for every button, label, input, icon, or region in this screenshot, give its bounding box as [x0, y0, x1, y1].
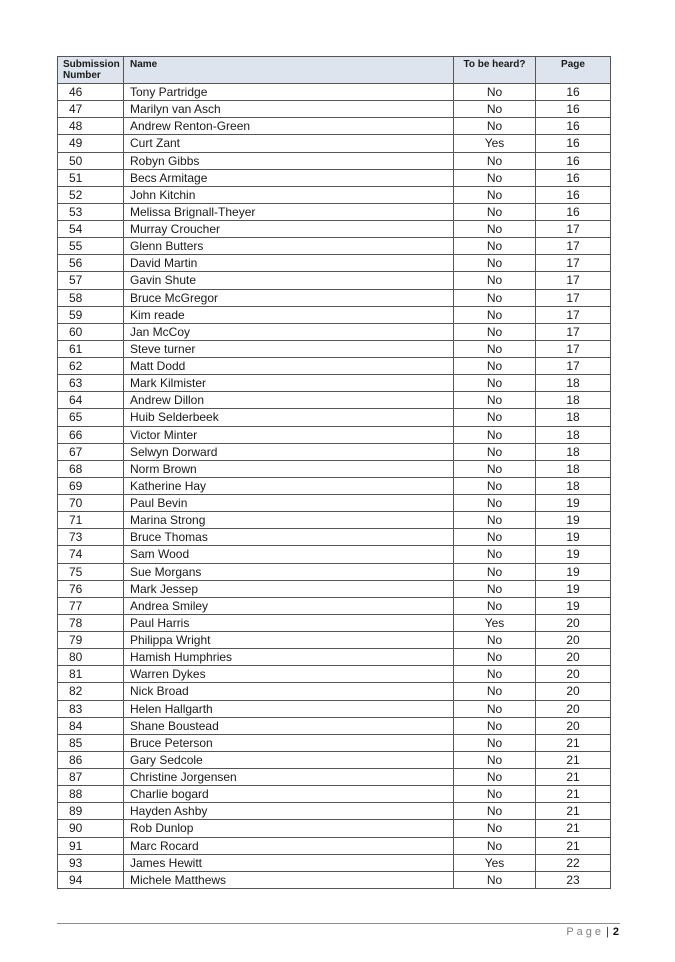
submitter-name-cell: Paul Bevin [124, 495, 454, 512]
page-cell: 17 [536, 255, 611, 272]
submission-number-cell: 60 [58, 323, 124, 340]
submissions-table [57, 56, 611, 889]
to-be-heard-cell: No [454, 477, 536, 494]
to-be-heard-cell: No [454, 289, 536, 306]
to-be-heard-cell: No [454, 734, 536, 751]
submitter-name-cell: Nick Broad [124, 683, 454, 700]
submission-number-cell: 66 [58, 426, 124, 443]
page-cell: 17 [536, 306, 611, 323]
to-be-heard-cell: No [454, 272, 536, 289]
page-cell: 19 [536, 495, 611, 512]
submission-number-cell: 85 [58, 734, 124, 751]
footer-page-number: 2 [612, 926, 619, 938]
table-row [58, 323, 611, 340]
to-be-heard-cell: No [454, 375, 536, 392]
to-be-heard-cell: Yes [454, 135, 536, 152]
to-be-heard-cell: No [454, 580, 536, 597]
submission-number-cell: 51 [58, 169, 124, 186]
page-cell: 18 [536, 477, 611, 494]
page-cell: 20 [536, 700, 611, 717]
page-cell: 18 [536, 409, 611, 426]
to-be-heard-cell: No [454, 340, 536, 357]
page-cell: 19 [536, 529, 611, 546]
submitter-name-cell: Paul Harris [124, 614, 454, 631]
page-cell: 16 [536, 186, 611, 203]
submitter-name-cell: Victor Minter [124, 426, 454, 443]
to-be-heard-cell: No [454, 221, 536, 238]
submitter-name-cell: Philippa Wright [124, 632, 454, 649]
submitter-name-cell: Sue Morgans [124, 563, 454, 580]
submission-number-cell: 79 [58, 632, 124, 649]
table-row [58, 289, 611, 306]
page-cell: 21 [536, 820, 611, 837]
submitter-name-cell: Murray Croucher [124, 221, 454, 238]
submission-number-cell: 70 [58, 495, 124, 512]
page-cell: 16 [536, 203, 611, 220]
to-be-heard-cell: No [454, 323, 536, 340]
submitter-name-cell: Bruce Thomas [124, 529, 454, 546]
to-be-heard-cell: No [454, 751, 536, 768]
to-be-heard-cell: No [454, 392, 536, 409]
page-cell: 21 [536, 837, 611, 854]
to-be-heard-cell: No [454, 460, 536, 477]
table-row [58, 306, 611, 323]
to-be-heard-cell: No [454, 306, 536, 323]
table-row [58, 426, 611, 443]
to-be-heard-cell: Yes [454, 614, 536, 631]
submission-number-cell: 90 [58, 820, 124, 837]
table-row [58, 563, 611, 580]
submission-number-cell: 77 [58, 597, 124, 614]
submitter-name-cell: Warren Dykes [124, 666, 454, 683]
submission-number-cell: 68 [58, 460, 124, 477]
submitter-name-cell: David Martin [124, 255, 454, 272]
page-cell: 20 [536, 683, 611, 700]
header-name: Name [124, 57, 454, 84]
submitter-name-cell: Robyn Gibbs [124, 152, 454, 169]
submitter-name-cell: Gary Sedcole [124, 751, 454, 768]
table-row [58, 820, 611, 837]
submitter-name-cell: John Kitchin [124, 186, 454, 203]
submitter-name-cell: Helen Hallgarth [124, 700, 454, 717]
table-row [58, 854, 611, 871]
table-row [58, 580, 611, 597]
table-row [58, 443, 611, 460]
submitter-name-cell: Mark Jessep [124, 580, 454, 597]
to-be-heard-cell: No [454, 563, 536, 580]
submitter-name-cell: Marilyn van Asch [124, 101, 454, 118]
table-row [58, 221, 611, 238]
submitter-name-cell: Charlie bogard [124, 786, 454, 803]
submission-number-cell: 56 [58, 255, 124, 272]
table-row [58, 375, 611, 392]
footer-divider [57, 923, 620, 924]
to-be-heard-cell: No [454, 717, 536, 734]
submitter-name-cell: Christine Jorgensen [124, 769, 454, 786]
to-be-heard-cell: No [454, 666, 536, 683]
page-cell: 16 [536, 169, 611, 186]
to-be-heard-cell: No [454, 238, 536, 255]
page-cell: 16 [536, 135, 611, 152]
table-row [58, 272, 611, 289]
submission-number-cell: 89 [58, 803, 124, 820]
page-cell: 17 [536, 221, 611, 238]
page-cell: 16 [536, 101, 611, 118]
to-be-heard-cell: No [454, 683, 536, 700]
page-cell: 21 [536, 769, 611, 786]
submitter-name-cell: Hayden Ashby [124, 803, 454, 820]
submission-number-cell: 61 [58, 340, 124, 357]
to-be-heard-cell: No [454, 152, 536, 169]
page-cell: 20 [536, 632, 611, 649]
submission-number-cell: 75 [58, 563, 124, 580]
table-row [58, 118, 611, 135]
to-be-heard-cell: No [454, 597, 536, 614]
table-row [58, 734, 611, 751]
to-be-heard-cell: No [454, 871, 536, 888]
submitter-name-cell: Glenn Butters [124, 238, 454, 255]
submitter-name-cell: Gavin Shute [124, 272, 454, 289]
to-be-heard-cell: No [454, 632, 536, 649]
page-cell: 16 [536, 152, 611, 169]
submission-number-cell: 48 [58, 118, 124, 135]
page-cell: 19 [536, 546, 611, 563]
page-cell: 19 [536, 580, 611, 597]
table-row [58, 460, 611, 477]
table-row [58, 700, 611, 717]
submitter-name-cell: Huib Selderbeek [124, 409, 454, 426]
submission-number-cell: 91 [58, 837, 124, 854]
submission-number-cell: 62 [58, 358, 124, 375]
submission-number-cell: 47 [58, 101, 124, 118]
to-be-heard-cell: No [454, 84, 536, 101]
to-be-heard-cell: No [454, 700, 536, 717]
table-row [58, 512, 611, 529]
submission-number-cell: 82 [58, 683, 124, 700]
submission-number-cell: 88 [58, 786, 124, 803]
page-cell: 21 [536, 751, 611, 768]
table-header-row [58, 57, 611, 84]
submitter-name-cell: Bruce Peterson [124, 734, 454, 751]
submitter-name-cell: Andrew Dillon [124, 392, 454, 409]
page-cell: 17 [536, 238, 611, 255]
submission-number-cell: 57 [58, 272, 124, 289]
submitter-name-cell: Norm Brown [124, 460, 454, 477]
page-cell: 17 [536, 358, 611, 375]
submitter-name-cell: Andrew Renton-Green [124, 118, 454, 135]
submission-number-cell: 50 [58, 152, 124, 169]
page-cell: 20 [536, 666, 611, 683]
to-be-heard-cell: No [454, 203, 536, 220]
table-row [58, 186, 611, 203]
to-be-heard-cell: Yes [454, 854, 536, 871]
submission-number-cell: 54 [58, 221, 124, 238]
submission-number-cell: 87 [58, 769, 124, 786]
to-be-heard-cell: No [454, 358, 536, 375]
page-cell: 19 [536, 597, 611, 614]
table-row [58, 392, 611, 409]
page-cell: 21 [536, 786, 611, 803]
submission-number-cell: 78 [58, 614, 124, 631]
submitter-name-cell: Curt Zant [124, 135, 454, 152]
table-row [58, 238, 611, 255]
submission-number-cell: 93 [58, 854, 124, 871]
footer-page-label: Page [566, 926, 605, 938]
to-be-heard-cell: No [454, 820, 536, 837]
submitter-name-cell: Rob Dunlop [124, 820, 454, 837]
table-body [58, 84, 611, 889]
header-submission-number-label: Submission Number [63, 59, 120, 81]
to-be-heard-cell: No [454, 443, 536, 460]
table-row [58, 546, 611, 563]
submission-number-cell: 58 [58, 289, 124, 306]
page-cell: 21 [536, 734, 611, 751]
submission-number-cell: 73 [58, 529, 124, 546]
submission-number-cell: 81 [58, 666, 124, 683]
table-row [58, 649, 611, 666]
to-be-heard-cell: No [454, 495, 536, 512]
table-row [58, 751, 611, 768]
submitter-name-cell: James Hewitt [124, 854, 454, 871]
submission-number-cell: 80 [58, 649, 124, 666]
table-row [58, 495, 611, 512]
submitter-name-cell: Becs Armitage [124, 169, 454, 186]
submission-number-cell: 64 [58, 392, 124, 409]
page-cell: 18 [536, 460, 611, 477]
to-be-heard-cell: No [454, 769, 536, 786]
footer-separator: | [606, 926, 609, 938]
page-cell: 17 [536, 340, 611, 357]
to-be-heard-cell: No [454, 803, 536, 820]
to-be-heard-cell: No [454, 529, 536, 546]
to-be-heard-cell: No [454, 649, 536, 666]
page-cell: 20 [536, 717, 611, 734]
submitter-name-cell: Matt Dodd [124, 358, 454, 375]
header-submission-number [58, 57, 124, 84]
submitter-name-cell: Marina Strong [124, 512, 454, 529]
table-row [58, 769, 611, 786]
header-to-be-heard: To be heard? [454, 57, 536, 84]
submission-number-cell: 49 [58, 135, 124, 152]
table-row [58, 803, 611, 820]
table-row [58, 358, 611, 375]
submitter-name-cell: Bruce McGregor [124, 289, 454, 306]
submitter-name-cell: Andrea Smiley [124, 597, 454, 614]
to-be-heard-cell: No [454, 546, 536, 563]
table-row [58, 529, 611, 546]
submission-number-cell: 53 [58, 203, 124, 220]
submitter-name-cell: Shane Boustead [124, 717, 454, 734]
page-cell: 16 [536, 118, 611, 135]
submitter-name-cell: Michele Matthews [124, 871, 454, 888]
submitter-name-cell: Steve turner [124, 340, 454, 357]
table-row [58, 597, 611, 614]
table-row [58, 837, 611, 854]
page-cell: 17 [536, 323, 611, 340]
submitter-name-cell: Marc Rocard [124, 837, 454, 854]
table-row [58, 84, 611, 101]
submission-number-cell: 74 [58, 546, 124, 563]
page-cell: 19 [536, 563, 611, 580]
submission-number-cell: 71 [58, 512, 124, 529]
table-row [58, 203, 611, 220]
submission-number-cell: 69 [58, 477, 124, 494]
page-cell: 23 [536, 871, 611, 888]
page-cell: 18 [536, 426, 611, 443]
table-row [58, 871, 611, 888]
table-row [58, 477, 611, 494]
table-row [58, 169, 611, 186]
submitter-name-cell: Selwyn Dorward [124, 443, 454, 460]
page-cell: 18 [536, 392, 611, 409]
to-be-heard-cell: No [454, 409, 536, 426]
page-footer [566, 926, 619, 938]
submitter-name-cell: Sam Wood [124, 546, 454, 563]
table-row [58, 409, 611, 426]
submitter-name-cell: Hamish Humphries [124, 649, 454, 666]
submitter-name-cell: Katherine Hay [124, 477, 454, 494]
to-be-heard-cell: No [454, 255, 536, 272]
submission-number-cell: 63 [58, 375, 124, 392]
page-cell: 17 [536, 272, 611, 289]
submitter-name-cell: Melissa Brignall-Theyer [124, 203, 454, 220]
submission-number-cell: 52 [58, 186, 124, 203]
submission-number-cell: 84 [58, 717, 124, 734]
submission-number-cell: 83 [58, 700, 124, 717]
submission-number-cell: 67 [58, 443, 124, 460]
to-be-heard-cell: No [454, 837, 536, 854]
table-row [58, 666, 611, 683]
table-row [58, 135, 611, 152]
submission-number-cell: 55 [58, 238, 124, 255]
table-row [58, 683, 611, 700]
submission-number-cell: 86 [58, 751, 124, 768]
page-cell: 16 [536, 84, 611, 101]
page-cell: 17 [536, 289, 611, 306]
page-cell: 21 [536, 803, 611, 820]
to-be-heard-cell: No [454, 426, 536, 443]
submission-number-cell: 94 [58, 871, 124, 888]
submission-number-cell: 65 [58, 409, 124, 426]
to-be-heard-cell: No [454, 101, 536, 118]
table-row [58, 101, 611, 118]
submission-number-cell: 46 [58, 84, 124, 101]
table-row [58, 614, 611, 631]
to-be-heard-cell: No [454, 786, 536, 803]
submitter-name-cell: Kim reade [124, 306, 454, 323]
to-be-heard-cell: No [454, 512, 536, 529]
table-row [58, 786, 611, 803]
table-row [58, 632, 611, 649]
table-row [58, 152, 611, 169]
submission-number-cell: 59 [58, 306, 124, 323]
page-cell: 19 [536, 512, 611, 529]
header-page: Page [536, 57, 611, 84]
submitter-name-cell: Tony Partridge [124, 84, 454, 101]
page-cell: 22 [536, 854, 611, 871]
submission-number-cell: 76 [58, 580, 124, 597]
table-row [58, 340, 611, 357]
to-be-heard-cell: No [454, 169, 536, 186]
submitter-name-cell: Mark Kilmister [124, 375, 454, 392]
page-cell: 20 [536, 614, 611, 631]
page-cell: 20 [536, 649, 611, 666]
table-row [58, 255, 611, 272]
page-cell: 18 [536, 443, 611, 460]
to-be-heard-cell: No [454, 186, 536, 203]
to-be-heard-cell: No [454, 118, 536, 135]
table-row [58, 717, 611, 734]
page-cell: 18 [536, 375, 611, 392]
submitter-name-cell: Jan McCoy [124, 323, 454, 340]
